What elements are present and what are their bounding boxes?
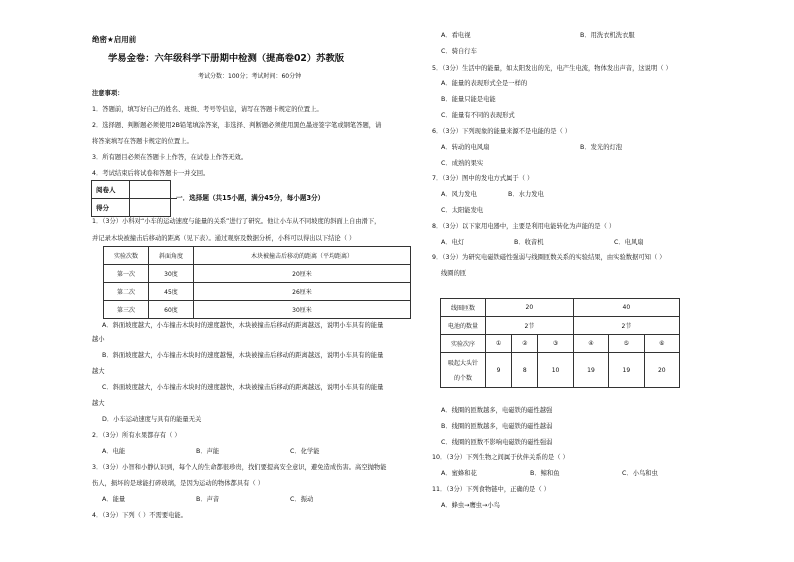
table-cell: 20厘米 xyxy=(194,265,411,283)
question-stem: 8．（3分）以下家用电器中，主要是利用电能转化为声能的是（ ） xyxy=(432,223,616,230)
question-stem: 并记录木块被撞击后移动的距离（见下表）。通过观察及数据分析，小科可以得出以下结论（ ） xyxy=(92,235,356,242)
table-cell: 2节 xyxy=(486,317,574,335)
option: B．线圈的匝数越多，电磁铁的磁性越弱 xyxy=(441,423,553,430)
table-cell: 45度 xyxy=(149,283,194,301)
note-item: 1．答题前，填写好自己的姓名、班级、考号等信息，请写在答题卡规定的位置上。 xyxy=(92,106,323,113)
option: A．能量的表现形式全是一样的 xyxy=(441,80,528,87)
table-cell: ⑤ xyxy=(609,335,644,353)
option: B．鲸和鱼 xyxy=(530,470,560,477)
page-title: 学易金卷：六年级科学下册期中检测（提高卷02）苏教版 xyxy=(108,53,345,64)
option: 越大 xyxy=(92,368,105,375)
option: C．斜面坡度越大，小车撞击木块时的速度越快，木块被撞击后移动的距离越远，说明小车具有的能量 xyxy=(102,384,384,391)
table-cell: 20 xyxy=(644,353,679,388)
note-item: 3．所有题目必须在答题卡上作答，在试卷上作答无效。 xyxy=(92,154,248,161)
table-header: 斜面角度 xyxy=(149,247,194,265)
cell-line: 吸起大头针 xyxy=(447,360,478,367)
table-cell: 20 xyxy=(486,299,574,317)
question-stem: 9．（3分）为研究电磁铁磁性强弱与线圈匝数关系的实验结果，由实验数据可知（ ） xyxy=(432,254,666,261)
option: C．能量有不同的表现形式 xyxy=(441,112,515,119)
question-stem: 线圈的匝 xyxy=(441,270,467,277)
table-cell: ① xyxy=(486,335,512,353)
option: D．小车运动速度与具有的能量无关 xyxy=(102,416,202,423)
option: C．电风扇 xyxy=(614,239,644,246)
option: B．声能 xyxy=(196,448,220,455)
table-cell: 26厘米 xyxy=(194,283,411,301)
option: A．风力发电 xyxy=(441,191,477,198)
option: B．能量只能是电能 xyxy=(441,96,496,103)
table-cell: ④ xyxy=(573,335,608,353)
table-cell xyxy=(441,353,486,388)
question-stem: 7．（3分）图中的发电方式属于（ ） xyxy=(432,175,534,182)
option: C．小鸟和虫 xyxy=(622,470,658,477)
question-stem: 5．（3分）生活中的能量，如太阳发出的光，电产生电流，物体发出声音，这说明（ ） xyxy=(432,65,672,72)
question-stem: 6．（3分）下列现象的能量来源不是电能的是（ ） xyxy=(432,128,572,135)
section-heading: 一．选择题（共15小题，满分45分，每小题3分） xyxy=(176,194,325,202)
table-cell: 第一次 xyxy=(104,265,149,283)
question-stem: 伤人，损坏的是球能打碎玻璃，是因为运动的物体都具有（ ） xyxy=(92,480,265,487)
question-stem: 4．（3分）下列（ ）不需要电能。 xyxy=(92,512,188,519)
table-cell: 60度 xyxy=(149,301,194,319)
option: C．成熟的果实 xyxy=(441,160,484,167)
note-item: 将答案填写在答题卡规定的位置上。 xyxy=(92,138,193,145)
question-stem: 11．（3分）下列食物链中，正确的是（ ） xyxy=(432,486,550,493)
table-cell: 19 xyxy=(573,353,608,388)
score-box xyxy=(91,180,171,217)
option: B．斜面坡度越大，小车撞击木块时的速度越慢，木块被撞击后移动的距离越远，说明小车具有的能量 xyxy=(102,352,384,359)
option: A．蜜蜂和花 xyxy=(441,470,477,477)
option: C．化学能 xyxy=(290,448,320,455)
table-cell: 10 xyxy=(538,353,573,388)
score-cell: 得分 xyxy=(92,199,130,217)
option: B．声音 xyxy=(196,496,220,503)
notes-heading: 注意事项： xyxy=(92,90,124,97)
note-item: 2．选择题、判断题必须使用2B铅笔填涂答案，非选择、判断题必须使用黑色墨迹签字笔或钢笔答题，请 xyxy=(92,122,382,129)
table-cell: 第三次 xyxy=(104,301,149,319)
reviewer-cell: 阅卷人 xyxy=(92,181,130,199)
question-stem: 1．（3分）小科对“小车的运动速度与能量的关系”进行了研究。他让小车从不同坡度的斜面上自由滑下， xyxy=(92,218,381,225)
question-stem: 2．（3分）所有水果都存有（ ） xyxy=(92,432,181,439)
option: 越大 xyxy=(92,400,105,407)
note-item: 4．考试结束后将试卷和答题卡一并交回。 xyxy=(92,170,210,177)
option: A．电灯 xyxy=(441,239,465,246)
table-cell: 线圈匝数 xyxy=(441,299,486,317)
table-cell: 第二次 xyxy=(104,283,149,301)
option: 越小 xyxy=(92,336,105,343)
exam-info: 考试分数：100分；考试时间：60分钟 xyxy=(198,73,302,80)
table-cell: 9 xyxy=(486,353,512,388)
option: A．能量 xyxy=(102,496,126,503)
table-cell: ③ xyxy=(538,335,573,353)
table-cell: 30厘米 xyxy=(194,301,411,319)
question-stem: 10．（3分）下列生物之间属于伙伴关系的是（ ） xyxy=(432,454,569,461)
option: B．水力发电 xyxy=(508,191,544,198)
option: A．转动的电风扇 xyxy=(441,144,490,151)
table-cell: ② xyxy=(512,335,538,353)
option: B．发光的灯泡 xyxy=(580,144,623,151)
option: A．蜂虫→鹰虫→小鸟 xyxy=(441,502,500,509)
option: C．骑自行车 xyxy=(441,48,477,55)
table-cell: 2节 xyxy=(573,317,679,335)
table-header: 实验次数 xyxy=(104,247,149,265)
option: C．太阳能发电 xyxy=(441,207,484,214)
option: A．斜面坡度越大，小车撞击木块时的速度越快，木块被撞击后移动的距离越远，说明小车具有的能量 xyxy=(102,322,384,329)
q1-table xyxy=(103,246,411,319)
table-cell: 30度 xyxy=(149,265,194,283)
q9-table xyxy=(440,298,680,388)
table-cell: 8 xyxy=(512,353,538,388)
table-cell: 实验次序 xyxy=(441,335,486,353)
table-cell: ⑥ xyxy=(644,335,679,353)
option: A．线圈的匝数越多，电磁铁的磁性越强 xyxy=(441,407,553,414)
option: B．用洗衣机洗衣服 xyxy=(580,32,635,39)
table-cell: 40 xyxy=(573,299,679,317)
table-header: 木块被撞击后移动的距离（平均距离） xyxy=(194,247,411,265)
option: C．线圈的匝数不影响电磁铁的磁性强弱 xyxy=(441,439,553,446)
table-cell: 电池的数量 xyxy=(441,317,486,335)
table-cell: 19 xyxy=(609,353,644,388)
option: B．收音机 xyxy=(514,239,544,246)
option: A．电能 xyxy=(102,448,126,455)
question-stem: 3．（3分）小智和小静认识到，每个人的生命都很珍贵，找们要提高安全意识，避免造成伤害。高空抛物能 xyxy=(92,464,387,471)
option: A．看电视 xyxy=(441,32,471,39)
secret-label: 绝密★启用前 xyxy=(92,35,137,44)
option: C．振动 xyxy=(290,496,314,503)
cell-line: 的个数 xyxy=(453,375,472,382)
